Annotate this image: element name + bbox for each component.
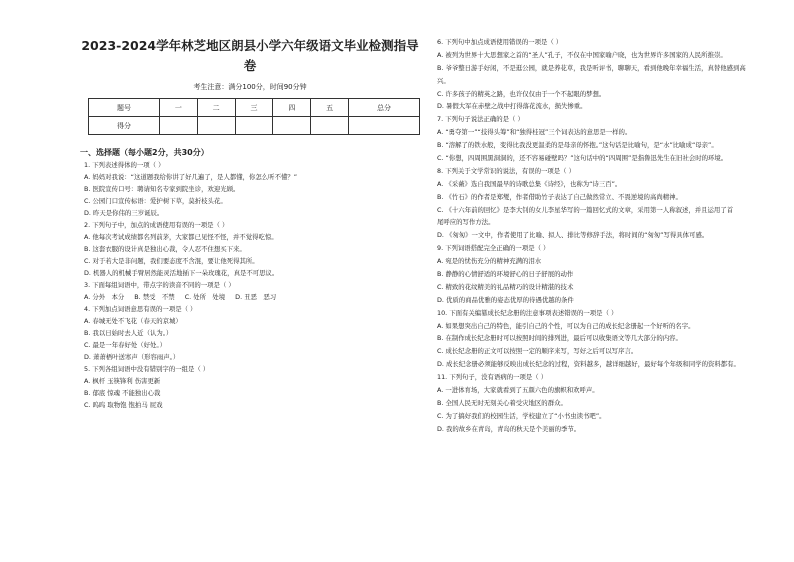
option-text: C. 《十六年前的回忆》是李大钊的女儿李星华写的一篇回忆式的文章，采用第一人称叙述，并且运用了首 <box>437 205 734 214</box>
exam-title-line2: 卷 <box>243 58 257 73</box>
question-stem: 3. 下面每组词语中，带点字的读音不同的一项是（ ） <box>84 281 235 289</box>
score-header-cell: 一 <box>159 99 197 117</box>
option-text: B. 这套衣服的设计真是独出心裁，令人忍不住想买下来。 <box>84 245 246 253</box>
score-cell <box>159 117 197 135</box>
option-text: C. 成长纪念册的正文可以按照一定的顺序来写，写好之后可以写序言。 <box>437 347 638 356</box>
score-cell <box>273 117 311 135</box>
right-column <box>433 36 763 436</box>
score-header-cell: 题号 <box>89 99 160 117</box>
option-text: B. 爷爷整日游手好闲，不是逛公园，就是养花草，我是听评书，聊聊天，看到他晚年幸福生活，真替他感到高 <box>437 63 746 72</box>
left-question-list <box>80 159 420 411</box>
score-header-cell: 二 <box>197 99 235 117</box>
option-text: C. 对于若大是非问题，我们要态度不含混，要让他死得其所。 <box>84 257 259 265</box>
option-text: D. 《匆匆》一文中，作者使用了比喻、拟人、排比等修辞手法，将时间的“匆匆”写得具体可感。 <box>437 231 709 240</box>
option-text: 尾呼应的写作方法。 <box>437 218 495 227</box>
option-text: D. 萧萧梧叶送寒声（形容雨声。） <box>84 353 180 361</box>
question-stem: 5. 下列各组词语中没有错别字的一组是（ ） <box>84 365 210 373</box>
option-text: A. 被列为世界十大思想家之首的“圣人”孔子，不仅在中国家喻户晓，也为世界许多国家的人民所推崇。 <box>437 50 727 59</box>
score-cell <box>311 117 349 135</box>
option-text: B. 我以日始时去人近（认为。） <box>84 329 173 337</box>
option-text: C. 精致的花纹精美的礼品精巧的设计精湛的技术 <box>437 282 574 291</box>
score-cell <box>235 117 273 135</box>
option-text: A. 枫杆 玉筷锋利 伤害更新 <box>84 377 161 385</box>
exam-title-line1: 2023-2024学年林芝地区朗县小学六年级语文毕业检测指导 <box>81 38 419 53</box>
option-text: 兴。 <box>437 76 450 85</box>
right-question-list <box>433 36 763 436</box>
option-text: D. 我的故乡在青岛，青岛的秋天是个美丽的季节。 <box>437 424 581 433</box>
option-text: B. “溶解了的铁水般，变得比我没更温柔的是母亲的怀抱。”这句话是比喻句，是“水”比喻成“母亲”。 <box>437 141 718 150</box>
option-text: B. 禁受 不禁 <box>134 293 175 301</box>
option-text: A. 宛是的忧伤充分的精神充满的泪水 <box>437 257 542 266</box>
question-stem: 2. 下列句子中，加点的成语使用有误的一项是（ ） <box>84 221 229 229</box>
option-text: B. 医院宣传口号：聘请知名专家到院坐诊，欢迎光顾。 <box>84 185 240 193</box>
option-text: C. 处所 处境 <box>184 293 226 301</box>
score-table-score-row <box>89 117 420 135</box>
question-stem: 1. 下列表述得体的一项（ ） <box>84 161 165 169</box>
option-text: D. 优质的商品优雅的姿态优厚的待遇优越的条件 <box>437 295 574 304</box>
option-text: D. 成长纪念册必须能够反映出成长纪念的过程，资料越多，越详细越好，最好每个年级和同学的资料都有。 <box>437 360 740 369</box>
score-table-header-row <box>89 99 420 117</box>
score-header-cell: 三 <box>235 99 273 117</box>
score-header-cell: 总分 <box>349 99 420 117</box>
exam-notice: 考生注意：满分100分，时间90分钟 <box>193 83 307 91</box>
option-text: A. 《采薇》选自我国最早的诗歌总集《诗经》，也称为“诗三百”。 <box>437 179 622 188</box>
option-text: D. 丑恶 恶习 <box>235 293 277 301</box>
question-stem: 11. 下列句子，没有语病的一项是（ ） <box>437 373 548 382</box>
score-cell <box>349 117 420 135</box>
option-text: A. 妈妈对我说：“这道题我给你讲了好几遍了，是人都懂，你怎么听不懂？” <box>84 173 298 181</box>
question-stem: 10. 下面有关编纂成长纪念册的注意事项表述错误的一项是（ ） <box>437 308 618 317</box>
option-text: D. 昨天是你伟的三岁诞辰。 <box>84 209 164 217</box>
score-table <box>88 98 420 135</box>
option-text: D. 暑假大军在赤壁之战中打得落花流水，损失惨重。 <box>437 102 587 111</box>
option-text: C. 呜呜 取物饱 饱拍马 屁戏 <box>84 401 163 409</box>
option-text: C. 许多孩子的精英之路，也许仅仅由于一个不起眼的梦想。 <box>437 89 606 98</box>
option-text: A. 一进体育场，大家就看到了五颜六色的旗帜和欢呼声。 <box>437 386 599 395</box>
score-header-cell: 四 <box>273 99 311 117</box>
left-column <box>80 36 420 411</box>
option-text: A. 如果想突出自己的特色，能引自己的个性，可以为自己的成长纪念册起一个好听的名字。 <box>437 321 695 330</box>
question-stem: 6. 下列句中加点成语使用错误的一项是（ ） <box>437 38 563 46</box>
option-text: C. 最是一年春好处（好处。） <box>84 341 167 349</box>
option-text: C. 为了搞好我们的校园生活，学校建立了“小书虫读书吧”。 <box>437 411 606 420</box>
score-cell <box>197 117 235 135</box>
option-text: D. 机器人的机械手臂居然能灵活地插下一朵玫瑰花，真是不可思议。 <box>84 269 279 277</box>
option-text: A. 春城无处不飞花（春天的京城） <box>84 317 182 325</box>
option-text: B. 静静的心情舒适的环境舒心的日子舒展的动作 <box>437 270 574 279</box>
question-stem: 4. 下列加点词语意思有误的一项是（ ） <box>84 305 197 313</box>
option-row <box>84 291 420 303</box>
option-text: A. 分外 本分 <box>84 293 125 301</box>
option-text: C. “你想，四周围黑洞洞的，还不容易碰壁吗？”这句话中的“四周围”是指鲁迅先生在旧社会时的环境。 <box>437 154 728 163</box>
option-text: B. 全国人民无时无刻关心着受灾地区的群众。 <box>437 398 567 407</box>
option-text: B. 在制作成长纪念册时可以按照时间的排列进，最后可以收集语文等几大部分的内容。 <box>437 334 682 343</box>
score-header-cell: 五 <box>311 99 349 117</box>
option-text: A. “勇夺第一”“技得头筹”和“独得桂冠”三个词表达的意思是一样的。 <box>437 128 632 137</box>
section-title: 一、选择题（每小题2分，共30分） <box>80 148 209 157</box>
question-stem: 7. 下列句子说法正确的是（ ） <box>437 115 524 124</box>
option-text: B. 郁底 惊魂 不能独出心裁 <box>84 389 161 397</box>
option-text: C. 公园门口宣传标语：爱护树下草，莫折枝头花。 <box>84 197 227 205</box>
score-row-label: 得分 <box>89 117 160 135</box>
question-stem: 9. 下列词语搭配完全正确的一项是（ ） <box>437 244 550 253</box>
option-text: B. 《竹石》的作者是郑燮，作者借助竹子表达了自己做然常立、不畏逆境的高尚精神。 <box>437 192 682 201</box>
question-stem: 8. 下列关于文学常识的说法，有误的一项是（ ） <box>437 166 575 175</box>
option-text: A. 他每次考试成绩都名列前茅，大家都已见怪不怪，并不觉得吃惊。 <box>84 233 278 241</box>
